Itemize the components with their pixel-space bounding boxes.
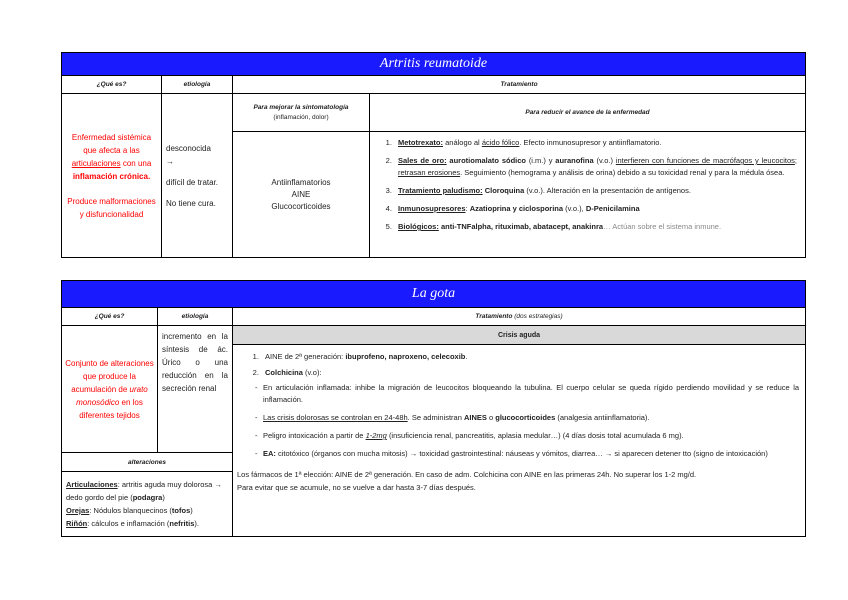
ra-definition: Enfermedad sistémica que afecta a las articulaciones con una inflamación crónica. Produce malformaciones y disfuncionalidad [62,94,162,258]
crisis-aine: 1. AINE de 2ª generación: ibuprofeno, naproxeno, celecoxib. [261,351,799,363]
crisis-aguda-header: Crisis aguda [233,326,806,345]
treatment-sales-de-oro: 2. Sales de oro: aurotiomalato sódico (i.m.) y auranofina (v.o.) interfieren con funciones de macrófagos y leucocitos; retrasan erosiones. Seguimiento (hemograma y análisis de orina) debido a su toxicidad renal y para la médula ósea. [394,155,797,179]
gota-definition: Conjunto de alteraciones que produce la acumulación de urato monosódico en los diferentes tejidos [62,326,158,453]
colchicina-crisis: - Las crisis dolorosas se controlan en 24-48h. Se administran AINES o glucocorticoides (analgesia antiinflamatoria). [263,412,799,424]
gota-etiologia: incremento en la síntesis de ác. Úrico o una reducción en la secreción renal [158,326,233,453]
ra-avance-header: Para reducir el avance de la enfermedad [370,94,806,132]
ra-col-tratamiento: Tratamiento [233,76,806,94]
ra-treatment-list [370,132,806,258]
alteraciones-list: Articulaciones: artritis aguda muy dolorosa → dedo gordo del pie (podagra) Orejas: Nódulos blanquecinos (tofos) Riñón: cálculos e inflamación (nefritis). [62,472,233,537]
crisis-colchicina: 2. Colchicina (v.o): [261,367,799,379]
treatment-metotrexato: 1. Metotrexato: análogo al ácido fólico. Efecto inmunosupresor y antiinflamatorio. [394,137,797,149]
crisis-footnote: Los fármacos de 1ª elección: AINE de 2ª generación. En caso de adm. Colchicina con AINE en las primeras 24h. No superar los 1-2 mg/d. Para evitar que se acumule, no se vuelve a dar hasta 3-7 días después. [237,470,697,492]
colchicina-mecanismo: - En articulación inflamada: inhibe la migración de leucocitos bloqueando la tubulina. El cuerpo celular se queda rígido perdiendo movilidad y se reduce la inflamación. [263,382,799,406]
gota-col-tratamiento: Tratamiento (dos estrategias) [233,308,806,326]
ra-sintomatologia-header: Para mejorar la sintomatología (inflamación, dolor) [233,94,370,132]
treatment-inmunosupresores: 4. Inmunosupresores: Azatioprina y ciclosporina (v.o.), D-Penicilamina [394,203,797,215]
treatment-paludismo: 3. Tratamiento paludismo: Cloroquina (v.o.). Alteración en la presentación de antígenos. [394,185,797,197]
alteraciones-header: alteraciones [62,453,233,472]
gota-title: La gota [62,281,806,308]
colchicina-ea: - EA: citotóxico (órganos con mucha mitosis) → toxicidad gastrointestinal: náuseas y vómitos, diarrea… → si aparecen detener tto (signo de intoxicación) [263,448,799,460]
treatment-biologicos: 5. Biológicos: anti-TNFalpha, rituximab, abatacept, anakinra… Actúan sobre el sistema inmune. [394,221,797,233]
ra-sintomatologia-list: Antiinflamatorios AINE Glucocorticoides [233,132,370,258]
colchicina-intoxicacion: - Peligro intoxicación a partir de 1-2mg (insuficiencia renal, pancreatitis, aplasia medular…) (4 días dosis total acumulada 6 mg). [263,430,799,442]
artritis-title: Artritis reumatoide [62,53,806,76]
gota-table [61,280,806,537]
gota-col-que-es: ¿Qué es? [62,308,158,326]
crisis-aguda-content [233,345,806,537]
ra-col-que-es: ¿Qué es? [62,76,162,94]
ra-etiologia: desconocida → difícil de tratar. No tiene cura. [162,94,233,258]
gota-col-etiologia: etiología [158,308,233,326]
artritis-table [61,52,806,258]
ra-col-etiologia: etiología [162,76,233,94]
